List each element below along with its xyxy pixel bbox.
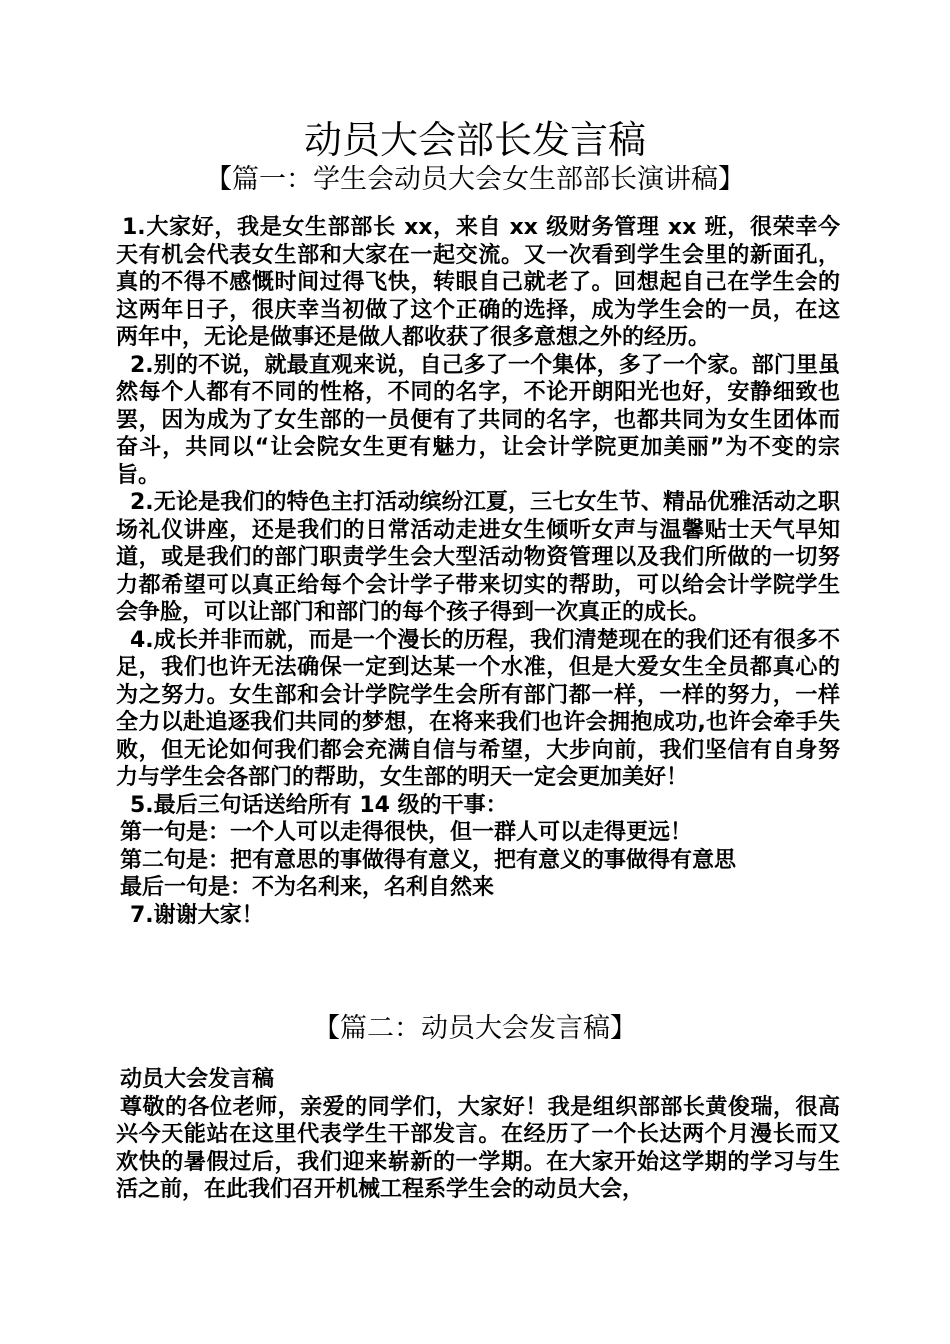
section-heading: 【篇二：动员大会发言稿】 bbox=[313, 1013, 637, 1044]
section-body bbox=[116, 214, 840, 929]
paragraph: 4.成长并非而就，而是一个漫长的历程，我们清楚现在的我们还有很多不足，我们也许无法确保一定到达某一个水准，但是大爱女生全员都真心的为之努力。女生部和会计学院学生会所有部门都一样，一样的努力，一样全力以赴追逐我们共同的梦想，在将来我们也许会拥抱成功,也许会牵手失败，但无论如何我们都会充满自信与希望，大步向前，我们坚信有自身努力与学生会各部门的帮助，女生部的明天一定会更加美好！ bbox=[116, 627, 840, 790]
subheading: 动员大会发言稿 bbox=[120, 1067, 275, 1092]
paragraph: 尊敬的各位老师，亲爱的同学们，大家好！我是组织部部长黄俊瑞，很高兴今天能站在这里代表学生干部发言。在经历了一个长达两个月漫长而又欢快的暑假过后，我们迎来崭新的一学期。在大家开始这学期的学习与生活之前，在此我们召开机械工程系学生会的动员大会， bbox=[116, 1094, 840, 1202]
section-body bbox=[116, 1066, 840, 1204]
document-title: 动员大会部长发言稿 bbox=[303, 118, 646, 162]
text-line: 5.最后三句话送给所有 14 级的干事： bbox=[130, 792, 508, 818]
text-line: 最后一句是：不为名利来，名利自然来 bbox=[120, 875, 495, 900]
text-line: 7.谢谢大家！ bbox=[130, 902, 264, 928]
paragraph: 2.无论是我们的特色主打活动缤纷江夏，三七女生节、精品优雅活动之职场礼仪讲座，还是我们的日常活动走进女生倾听女声与温馨贴士天气早知道，或是我们的部门职责学生会大型活动物资管理以及我们所做的一切努力都希望可以真正给每个会计学子带来切实的帮助，可以给会计学院学生会争脸，可以让部门和部门的每个孩子得到一次真正的成长。 bbox=[116, 490, 840, 625]
paragraph: 1.大家好，我是女生部部长 xx，来自 xx 级财务管理 xx 班，很荣幸今天有机会代表女生部和大家在一起交流。又一次看到学生会里的新面孔，真的不得不感慨时间过得飞快，转眼自己就老了。回想起自己在学生会的这两年日子，很庆幸当初做了这个正确的选择，成为学生会的一员，在这两年中，无论是做事还是做人都收获了很多意想之外的经历。 bbox=[116, 215, 840, 350]
text-line: 第二句是：把有意思的事做得有意义，把有意义的事做得有意思 bbox=[120, 847, 737, 873]
paragraph: 2.别的不说，就最直观来说，自己多了一个集体，多了一个家。部门里虽然每个人都有不同的性格，不同的名字，不论开朗阳光也好，安静细致也罢，因为成为了女生部的一员便有了共同的名字，也都共同为女生团体而奋斗，共同以“让会院女生更有魅力，让会计学院更加美丽”为不变的宗旨。 bbox=[116, 352, 840, 488]
section-heading: 【篇一：学生会动员大会女生部部长演讲稿】 bbox=[205, 164, 745, 195]
text-line: 第一句是：一个人可以走得很快，但一群人可以走得更远！ bbox=[120, 820, 693, 845]
